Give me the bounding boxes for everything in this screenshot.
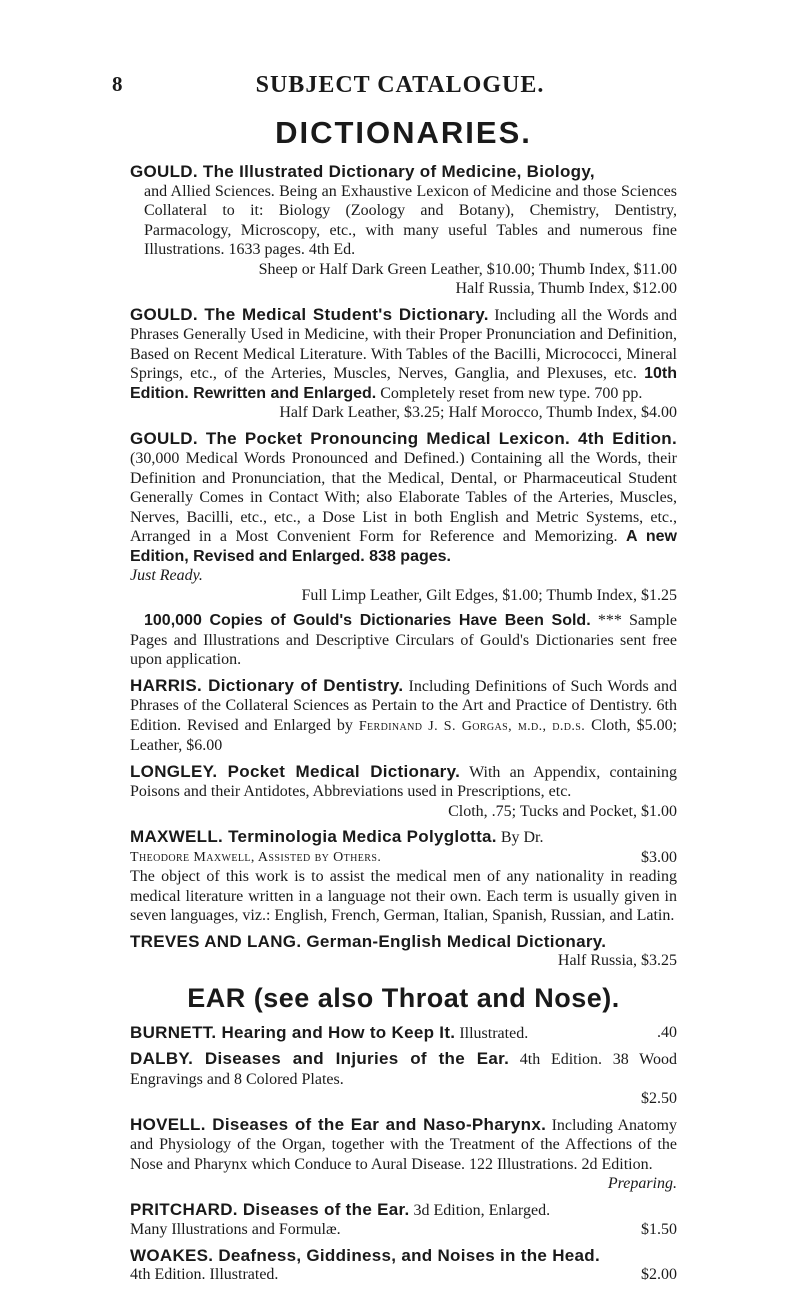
entry-price: Cloth, $5.00; Leather, $6.00 [130, 716, 678, 754]
entry-price: $3.00 [641, 848, 677, 866]
entry-status: Just Ready. [130, 567, 203, 584]
entry-description: The object of this work is to assist the medical men of any nationality in reading medical literature written in a language not their own. Each term is usually given in seven languages, viz.: English, French, German, Italian, Spanish, Russian, and Latin. [130, 868, 677, 924]
entry-woakes [130, 1246, 677, 1285]
running-head [112, 72, 688, 102]
entry-gould-student [130, 305, 677, 423]
entry-description: Completely reset from new type. 700 pp. [380, 384, 643, 402]
entry-heading: MAXWELL. Terminologia Medica Polyglotta. [130, 827, 497, 846]
entry-description: and Allied Sciences. Being an Exhaustive Lexicon of Medicine and those Sciences Collateral to it: Biology (Zoology and Botany), Chemistry, Dentistry, Parmacology, Microscopy, etc., with many useful Tables and numerous fine Illustrations. 1633 pages. 4th Ed. [144, 182, 677, 258]
entry-description: Including Definitions of Such Words and Phrases of the Collateral Sciences as Pertain to the Art and Practice of Dentistry. 6th Edition. Revised and Enlarged by [130, 677, 678, 734]
entry-price: $2.00 [641, 1266, 677, 1283]
entry-description: Illustrated. [459, 1024, 529, 1042]
entry-pritchard [130, 1200, 677, 1240]
page-title: SUBJECT CATALOGUE. [255, 72, 545, 98]
entry-burnett [130, 1023, 677, 1044]
entry-description: With an Appendix, containing Poisons and their Antidotes, Abbreviations used in Prescriptions, etc. [130, 763, 677, 800]
entry-heading: TREVES AND LANG. German-English Medical Dictionary. [130, 931, 607, 951]
entry-price: Half Russia, $3.25 [557, 952, 677, 969]
entry-heading: GOULD. The Pocket Pronouncing Medical Lexicon. 4th Edition. [130, 428, 677, 448]
entry-description: (30,000 Medical Words Pronounced and Defined.) Containing all the Words, their Definition and Pronunciation, that the Medical, Dental, or Pharmaceutical Student Generally Comes in Contact With; also Elaborate Tables of the Arteries, Muscles, Nerves, Bacilli, etc., etc., a Dose List in both English and Metric Systems, etc., Arranged in a Most Convenient Form for Reference and Memorizing. [130, 450, 677, 545]
entry-price: Cloth, .75; Tucks and Pocket, $1.00 [448, 802, 677, 820]
main-column [130, 116, 677, 1291]
entry-price: Sheep or Half Dark Green Leather, $10.00; Thumb Index, $11.00 [258, 260, 677, 278]
entry-heading: HOVELL. Diseases of the Ear and Naso-Pharynx. [130, 1114, 547, 1134]
entry-author: Ferdinand J. S. Gorgas, m.d., d.d.s. [358, 718, 586, 734]
entry-price: $1.50 [641, 1221, 677, 1238]
entry-gould-illustrated [130, 162, 677, 299]
entry-description: Including Anatomy and Physiology of the Organ, together with the Treatment of the Affections of the Nose and Pharynx which Conduce to Aural Disease. 122 Illustrations. 2d Edition. [130, 1116, 678, 1173]
entry-byline: By Dr. [500, 829, 544, 846]
entry-price: $2.50 [641, 1090, 677, 1107]
sample-note: *** Sample Pages and Illustrations and Descriptive Circulars of Gould's Dictionaries sent free upon application. [130, 612, 677, 668]
entry-heading: WOAKES. Deafness, Giddiness, and Noises in the Head. [130, 1245, 600, 1265]
entry-heading: LONGLEY. Pocket Medical Dictionary. [130, 761, 461, 781]
sales-note: 100,000 Copies of Gould's Dictionaries Have Been Sold. [144, 612, 591, 629]
entry-maxwell [130, 827, 677, 926]
section-heading-ear: EAR (see also Throat and Nose). [187, 982, 620, 1013]
entry-gould-pocket [130, 429, 677, 606]
entry-treves [130, 932, 677, 971]
entry-price: Full Limp Leather, Gilt Edges, $1.00; Thumb Index, $1.25 [301, 586, 677, 604]
entry-price: Half Dark Leather, $3.25; Half Morocco, Thumb Index, $4.00 [279, 404, 677, 421]
entry-author: Theodore Maxwell, Assisted by Others. [130, 849, 382, 865]
entry-heading: HARRIS. Dictionary of Dentistry. [130, 675, 404, 695]
entry-heading: DALBY. Diseases and Injuries of the Ear. [130, 1049, 510, 1068]
entry-description: 3d Edition, Enlarged. [413, 1201, 551, 1219]
entry-description: 4th Edition. Illustrated. [130, 1266, 279, 1283]
entry-hovell [130, 1115, 677, 1194]
entry-price: .40 [657, 1023, 677, 1041]
entry-heading: GOULD. The Illustrated Dictionary of Medicine, Biology, [130, 162, 595, 181]
entry-status: Preparing. [607, 1175, 677, 1192]
entry-edition: A new Edition, Revised and Enlarged. 838 pages. [130, 528, 678, 565]
gould-note [130, 611, 677, 670]
page-number: 8 [112, 72, 123, 96]
entry-price: Half Russia, Thumb Index, $12.00 [455, 280, 677, 297]
entry-heading: GOULD. The Medical Student's Dictionary. [130, 304, 489, 324]
entry-heading: BURNETT. Hearing and How to Keep It. [130, 1022, 456, 1042]
entry-description: Many Illustrations and Formulæ. [130, 1221, 341, 1238]
entry-description: Including all the Words and Phrases Generally Used in Medicine, with their Proper Pronunciation and Definition, Based on Recent Medical Literature. With Tables of the Bacilli, Micrococci, Mineral Springs, etc., of the Arteries, Muscles, Nerves, Ganglia, and Plexuses, etc. [130, 306, 678, 382]
entry-longley [130, 762, 677, 822]
entry-heading: PRITCHARD. Diseases of the Ear. [130, 1199, 410, 1219]
entry-dalby [130, 1049, 677, 1109]
entry-author-row [130, 848, 677, 868]
entry-harris [130, 676, 677, 756]
entry-description: 4th Edition. 38 Wood Engravings and 8 Colored Plates. [130, 1051, 677, 1088]
section-heading-dictionaries: DICTIONARIES. [275, 115, 532, 150]
entry-edition: 10th Edition. Rewritten and Enlarged. [130, 365, 678, 402]
